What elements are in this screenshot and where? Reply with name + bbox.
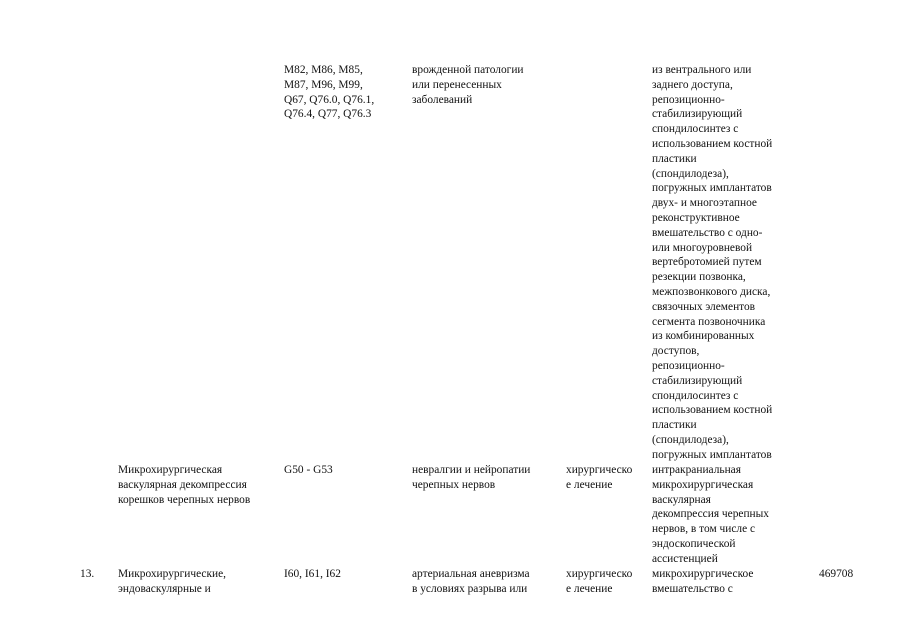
row1-method-line: погружных имплантатов: [652, 448, 772, 461]
row3-codes-cell: [284, 567, 341, 582]
row2-method-cell: [652, 463, 769, 567]
row1-method-line: стабилизирующий: [652, 374, 743, 387]
row3-method-cell: [652, 567, 753, 597]
row1-method-line: погружных имплантатов: [652, 182, 772, 195]
row1-method-line: репозиционно-: [652, 359, 725, 372]
row1-method-line: вертебротомией путем: [652, 256, 762, 269]
row1-condition-line: врожденной патологии: [412, 64, 524, 76]
row1-method-line: использованием костной: [652, 137, 773, 150]
row1-method-line: двух- и многоэтапное: [652, 197, 757, 210]
row2-name-cell: [118, 463, 250, 507]
row2-treatment-line: е лечение: [566, 478, 613, 491]
row2-method-line: нервов, в том числе с: [652, 523, 756, 536]
row2-method-line: микрохирургическая: [652, 478, 754, 491]
row1-method-line: (спондилодеза),: [652, 167, 729, 180]
row1-method-line: вмешательство с одно-: [652, 226, 763, 239]
row2-treatment-cell: [566, 463, 632, 493]
row2-name-line: Микрохирургическая: [118, 464, 223, 476]
row1-method-line: связочных элементов: [652, 300, 756, 313]
row1-codes-line: M82, M86, M85,: [284, 64, 363, 76]
row2-method-line: васкулярная: [652, 493, 711, 506]
row3-treatment-line: хирургическо: [566, 568, 633, 580]
row1-method-line: сегмента позвоночника: [652, 315, 766, 328]
row1-method-line: спондилосинтез с: [652, 389, 739, 402]
row3-codes-line: I60, I61, I62: [284, 568, 341, 580]
row3-condition-line: в условиях разрыва или: [412, 582, 528, 595]
row1-method-line: межпозвонкового диска,: [652, 285, 771, 298]
row3-number: 13.: [80, 568, 95, 580]
row2-condition-line: невралгии и нейропатии: [412, 464, 531, 476]
row2-method-line: эндоскопической: [652, 537, 736, 550]
row2-treatment-line: хирургическо: [566, 464, 633, 476]
row1-codes-line: M87, M96, M99,: [284, 78, 363, 91]
row1-condition-line: или перенесенных: [412, 78, 502, 91]
row2-condition-line: черепных нервов: [412, 478, 496, 491]
row3-method-line: микрохирургическое: [652, 568, 754, 580]
row1-codes-line: Q76.4, Q77, Q76.3: [284, 108, 372, 121]
row1-method-cell: [652, 63, 772, 463]
row3-name-line: Микрохирургические,: [118, 568, 227, 580]
row3-cost: 469708: [819, 568, 854, 580]
row1-method-line: из комбинированных: [652, 330, 755, 343]
row2-codes-line: G50 - G53: [284, 464, 333, 476]
row1-method-line: резекции позвонка,: [652, 271, 746, 284]
row3-treatment-line: е лечение: [566, 582, 613, 595]
row1-method-line: доступов,: [652, 345, 700, 358]
row2-condition-cell: [412, 463, 530, 493]
row2-method-line: ассистенцией: [652, 552, 718, 565]
row1-method-line: использованием костной: [652, 404, 773, 417]
row1-method-line: пластики: [652, 419, 697, 432]
row2-name-line: корешков черепных нервов: [118, 493, 251, 506]
row3-number-cell: [80, 567, 94, 582]
row2-method-line: интракраниальная: [652, 464, 741, 476]
row1-method-line: репозиционно-: [652, 93, 725, 106]
row1-condition-cell: [412, 63, 524, 107]
row1-codes-cell: [284, 63, 374, 122]
row2-name-line: васкулярная декомпрессия: [118, 478, 247, 491]
row1-method-line: спондилосинтез с: [652, 123, 739, 136]
row2-method-line: декомпрессия черепных: [652, 508, 769, 521]
row1-condition-line: заболеваний: [412, 93, 473, 106]
row1-method-line: заднего доступа,: [652, 78, 733, 91]
row3-cost-cell: [819, 567, 853, 582]
row3-name-line: эндоваскулярные и: [118, 582, 211, 595]
row1-method-line: пластики: [652, 152, 697, 165]
row3-name-cell: [118, 567, 226, 597]
row3-method-line: вмешательство с: [652, 582, 733, 595]
row1-method-line: из вентрального или: [652, 64, 752, 76]
row2-codes-cell: [284, 463, 333, 478]
row3-condition-cell: [412, 567, 530, 597]
row1-codes-line: Q67, Q76.0, Q76.1,: [284, 93, 375, 106]
row3-treatment-cell: [566, 567, 632, 597]
row3-condition-line: артериальная аневризма: [412, 568, 530, 580]
row1-method-line: (спондилодеза),: [652, 433, 729, 446]
row1-method-line: стабилизирующий: [652, 108, 743, 121]
row1-method-line: или многоуровневой: [652, 241, 753, 254]
row1-method-line: реконструктивное: [652, 211, 740, 224]
